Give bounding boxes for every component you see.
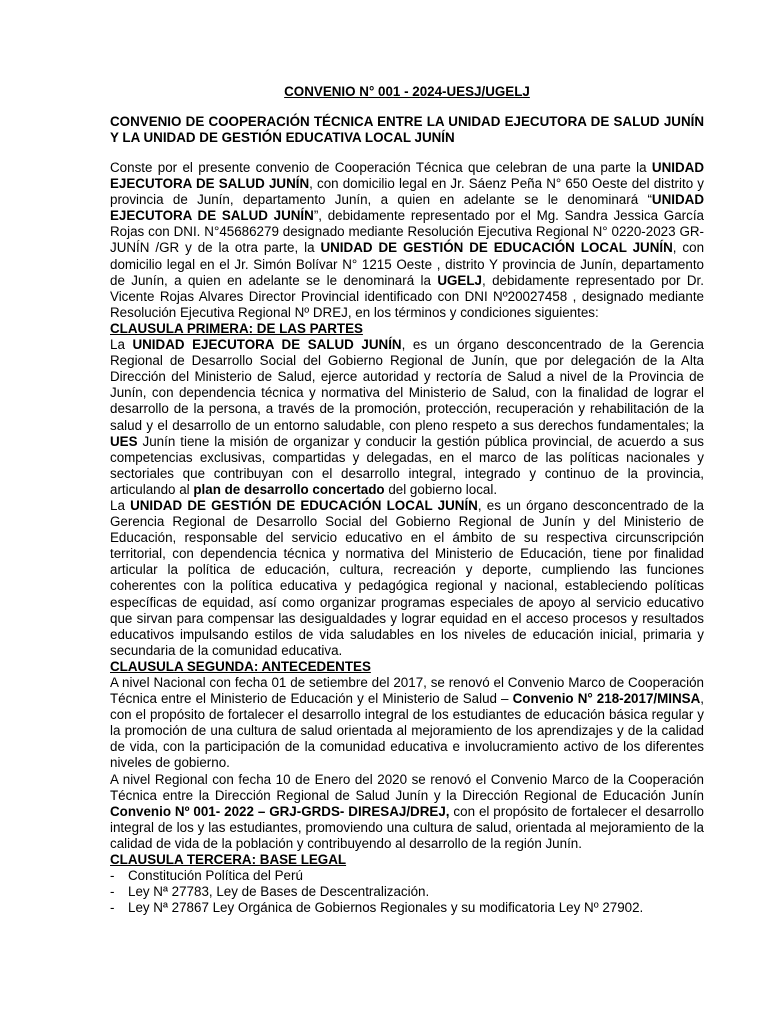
list-item: - Ley Nª 27867 Ley Orgánica de Gobiernos Regionales y su modificatoria Ley Nº 27902. [110,900,644,916]
legal-basis-list [110,868,704,916]
clause-1-paragraph-1: La UNIDAD EJECUTORA DE SALUD JUNÍN, es un órgano desconcentrado de la Gerencia Regional de Desarrollo Social del Gobierno Regional de Junín, que por delegación de la Alta Dirección del Ministerio de Salud, ejerce autoridad y rectoría de Salud a nivel de la Provincia de Junín, con dependencia técnica y normativa del Ministerio de Salud, con la finalidad de lograr el desarrollo de la persona, a través de la promoción, protección, recuperación y rehabilitación de la salud y el desarrollo de un entorno saludable, con pleno respeto a sus derechos fundamentales; la UES Junín tiene la misión de organizar y conducir la gestión pública provincial, de acuerdo a sus competencias exclusivas, compartidas y delegadas, en el marco de las políticas nacionales y sectoriales que contribuyan con el desarrollo integral, integrado y continuo de la provincia, articulando al plan de desarrollo concertado del gobierno local. [110,337,705,497]
clause-2-heading: CLAUSULA SEGUNDA: ANTECEDENTES [110,658,371,674]
list-bullet: - [110,868,115,884]
document-title: CONVENIO N° 001 - 2024-UESJ/UGELJ [284,84,530,99]
agreement-heading: CONVENIO DE COOPERACIÓN TÉCNICA ENTRE LA UNIDAD EJECUTORA DE SALUD JUNÍN Y LA UNIDAD DE GESTIÓN EDUCATIVA LOCAL JUNÍN [110,114,704,145]
clause-1-heading: CLAUSULA PRIMERA: DE LAS PARTES [110,320,363,336]
list-item: - Constitución Política del Perú [110,868,303,884]
list-item: - Ley Nª 27783, Ley de Bases de Descentralización. [110,884,430,900]
clause-2-paragraph-1: A nivel Nacional con fecha 01 de setiembre del 2017, se renovó el Convenio Marco de Cooperación Técnica entre el Ministerio de Educación y el Ministerio de Salud – Convenio N° 218-2017/MINSA, con el propósito de fortalecer el desarrollo integral de los estudiantes de educación básica regular y la promoción de una cultura de salud orientada al mejoramiento de los aprendizajes y de la calidad de vida, con la participación de la comunidad educativa e involucramiento activo de los diferentes niveles de gobierno. [110,675,705,771]
clause-3-heading: CLAUSULA TERCERA: BASE LEGAL [110,852,347,868]
clause-1-paragraph-2: La UNIDAD DE GESTIÓN DE EDUCACIÓN LOCAL JUNÍN, es un órgano desconcentrado de la Gerencia Regional de Desarrollo Social del Gobierno Regional de Junín y del Ministerio de Educación, responsable del servicio educativo en el ámbito de su respectiva circunscripción territorial, con dependencia técnica y normativa del Ministerio de Educación, tiene por finalidad articular la política de educación, cultura, recreación y deporte, cumpliendo las funciones coherentes con la política educativa y pedagógica regional y nacional, estableciendo políticas específicas de equidad, así como organizar programas especiales de apoyo al servicio educativo que sirvan para compensar las desigualdades y lograr equidad en el acceso procesos y resultados educativos impulsando estilos de vida saludables en los niveles de educación inicial, primaria y secundaria de la comunidad educativa. [110,497,704,658]
list-bullet: - [110,900,115,916]
clause-2-paragraph-2: A nivel Regional con fecha 10 de Enero del 2020 se renovó el Convenio Marco de la Cooperación Técnica entre la Dirección Regional de Salud Junín y la Dirección Regional de Educación Junín Convenio Nº 001- 2022 – GRJ-GRDS- DIRESAJ/DREJ, con el propósito de fortalecer el desarrollo integral de los y las estudiantes, promoviendo una cultura de salud, orientada al mejoramiento de la calidad de vida de la población y contribuyendo al desarrollo de la región Junín. [110,771,705,851]
intro-paragraph: Conste por el presente convenio de Cooperación Técnica que celebran de una parte la UNIDAD EJECUTORA DE SALUD JUNÍN, con domicilio legal en Jr. Sáenz Peña N° 650 Oeste del distrito y provincia de Junín, departamento Junín, a quien en adelante se le denominará “UNIDAD EJECUTORA DE SALUD JUNÍN”, debidamente representado por el Mg. Sandra Jessica García Rojas con DNI. N°45686279 designado mediante Resolución Ejecutiva Regional N° 0220-2023 GR-JUNÍN /GR y de la otra parte, la UNIDAD DE GESTIÓN DE EDUCACIÓN LOCAL JUNÍN, con domicilio legal en el Jr. Simón Bolívar N° 1215 Oeste , distrito Y provincia de Junín, departamento de Junín, a quien en adelante se le denominará la UGELJ, debidamente representado por Dr. Vicente Rojas Alvares Director Provincial identificado con DNI Nº20027458 , designado mediante Resolución Ejecutiva Regional Nº DREJ, en los términos y condiciones siguientes: [110,160,705,320]
list-bullet: - [110,884,115,900]
